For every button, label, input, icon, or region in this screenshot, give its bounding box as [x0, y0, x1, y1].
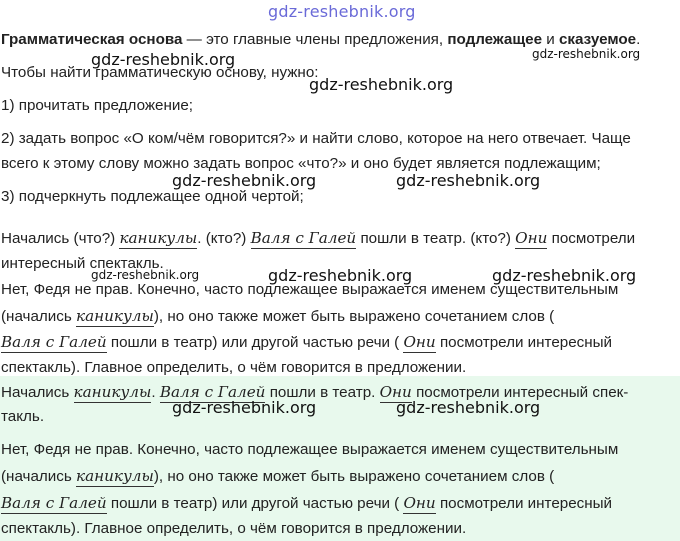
- answer-1-line-1: Нет, Федя не прав. Конечно, часто подлежащее выражается именем существительным: [1, 281, 619, 298]
- watermark: gdz-reshebnik.org: [396, 398, 541, 417]
- answer-text: посмотрели интересный: [435, 334, 613, 351]
- answer-2-line-1: Нет, Федя не прав. Конечно, часто подлежащее выражается именем существительным: [1, 441, 619, 458]
- how-to-line: Чтобы найти грамматическую основу, нужно:: [1, 64, 319, 81]
- step-3: 3) подчеркнуть подлежащее одной чертой;: [1, 188, 304, 205]
- subject-word-valya-s-galey: Валя с Галей: [159, 383, 266, 401]
- answer-2-line-3: [1, 494, 612, 512]
- subject-word-kanikuly: каникулы: [76, 307, 154, 325]
- answer-2-line-2: [1, 467, 554, 485]
- period-text: .: [636, 31, 641, 48]
- conjunction-text: и: [542, 31, 559, 48]
- example-text: Начались (что?): [1, 230, 120, 247]
- example-text: посмотрели: [547, 230, 636, 247]
- definition-text: — это главные члены предложения,: [182, 31, 448, 48]
- answer-2-line-4: спектакль). Главное определить, о чём говорится в предложении.: [1, 520, 467, 537]
- subject-word-valya-s-galey: Валя с Галей: [1, 333, 107, 351]
- example-text: посмотрели интересный спек-: [411, 384, 629, 401]
- answer-text: (начались: [1, 308, 76, 325]
- answer-text: посмотрели интересный: [435, 495, 613, 512]
- answer-text: пошли в театр) или другой частью речи (: [106, 495, 404, 512]
- watermark: gdz-reshebnik.org: [91, 50, 236, 69]
- example-2-line-2: такль.: [1, 408, 45, 425]
- example-text: .: [151, 384, 160, 401]
- watermark-top: gdz-reshebnik.org: [268, 2, 416, 21]
- watermark: gdz-reshebnik.org: [309, 75, 454, 94]
- watermark: gdz-reshebnik.org: [91, 268, 200, 282]
- answer-text: (начались: [1, 468, 76, 485]
- subject-word-oni: Они: [403, 333, 436, 351]
- term-predicate: сказуемое: [558, 31, 637, 48]
- example-text: пошли в театр.: [265, 384, 380, 401]
- watermark: gdz-reshebnik.org: [396, 171, 541, 190]
- subject-word-oni: Они: [403, 494, 436, 512]
- watermark: gdz-reshebnik.org: [268, 266, 413, 285]
- definition-line: [1, 31, 640, 48]
- term-subject: подлежащее: [447, 31, 543, 48]
- subject-word-valya-s-galey: Валя с Галей: [250, 229, 357, 247]
- answer-1-line-2: [1, 307, 554, 325]
- watermark: gdz-reshebnik.org: [492, 266, 637, 285]
- subject-word-oni: Они: [515, 229, 548, 247]
- example-text: пошли в театр. (кто?): [356, 230, 516, 247]
- subject-word-valya-s-galey: Валя с Галей: [1, 494, 107, 512]
- watermark: gdz-reshebnik.org: [172, 171, 317, 190]
- step-1: 1) прочитать предложение;: [1, 97, 193, 114]
- subject-word-kanikuly: каникулы: [76, 467, 154, 485]
- answer-text: ), но оно также может быть выражено сочетанием слов (: [153, 468, 555, 485]
- example-text: Начались: [1, 384, 74, 401]
- term-grammatical-basis: Грамматическая основа: [1, 31, 183, 48]
- subject-word-kanikuly: каникулы: [73, 383, 152, 401]
- step-2-line-1: 2) задать вопрос «О ком/чём говорится?» и найти слово, которое на него отвечает. Чаще: [1, 130, 631, 147]
- subject-word-kanikuly: каникулы: [119, 229, 198, 247]
- example-text: . (кто?): [197, 230, 251, 247]
- example-1-line-2: интересный спектакль.: [1, 255, 164, 272]
- subject-word-oni: Они: [379, 383, 412, 401]
- step-2-line-2: всего к этому слову можно задать вопрос «что?» и оно будет является подлежащим;: [1, 155, 601, 172]
- answer-text: пошли в театр) или другой частью речи (: [106, 334, 404, 351]
- watermark: gdz-reshebnik.org: [532, 47, 641, 61]
- answer-text: ), но оно также может быть выражено сочетанием слов (: [153, 308, 555, 325]
- answer-1-line-4: спектакль). Главное определить, о чём говорится в предложении.: [1, 359, 467, 376]
- answer-1-line-3: [1, 333, 612, 351]
- watermark: gdz-reshebnik.org: [172, 398, 317, 417]
- example-1-line-1: [1, 229, 635, 247]
